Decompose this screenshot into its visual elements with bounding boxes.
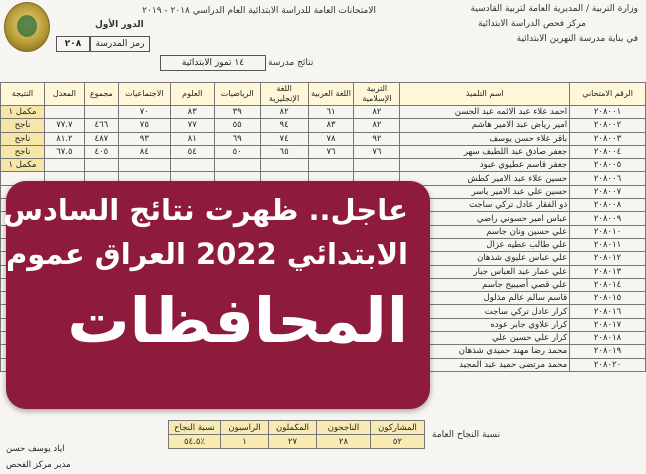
cell-student-name: قاسم سالم عالم مذلول [400,292,570,305]
banner-line-1: عاجل.. ظهرت نتائج السادس [3,193,408,227]
round-label: الدور الأول [95,20,144,30]
banner-line-3: المحافظات [67,284,408,357]
summary-supplementary: ٢٧ [269,435,317,449]
cell-student-name: جعفر صادق عبد اللطيف سهر [400,145,570,158]
cell-student-name: امير رياض عبد الامير هاشم [400,119,570,132]
cell-student-name: ذو الفقار عادل تركي ساجت [400,199,570,212]
table-row [1,106,646,119]
cell-total: ٤٨٧ [84,132,118,145]
cell-average: ٨١.٢ [44,132,84,145]
cell-english: ٧٤ [260,132,308,145]
banner-line-2: الابتدائي 2022 العراق عموم [6,237,408,271]
cell-student-name: علي عمار عبد العباس جبار [400,265,570,278]
cell-islamic [354,159,400,172]
cell-total: ٤٠٥ [84,145,118,158]
cell-student-name: محمد مرتضى حميد عبد المجيد [400,358,570,371]
cell-average [44,106,84,119]
cell-exam-number: ٢٠٨٠١٥ [570,292,646,305]
col-header-average: المعدل [44,83,84,106]
cell-exam-number: ٢٠٨٠١٢ [570,252,646,265]
cell-exam-number: ٢٠٨٠١١ [570,238,646,251]
col-header-islamic: التربية الإسلامية [354,83,400,106]
cell-exam-number: ٢٠٨٠٠٤ [570,145,646,158]
cell-islamic: ٨٢ [354,106,400,119]
col-header-student-name: اسم التلميذ [400,83,570,106]
cell-student-name: احمد علاء عبد الائمه عبد الحسن [400,106,570,119]
cell-average [44,159,84,172]
signature-name: اياد يوسف حسن [6,444,65,454]
cell-student-name: جعفر قاسم عطيوي عبود [400,159,570,172]
cell-exam-number: ٢٠٨٠٠٣ [570,132,646,145]
summary-passed: ٢٨ [317,435,371,449]
cell-exam-number: ٢٠٨٠٢٠ [570,358,646,371]
cell-student-name: علي عباس عليوي شذهان [400,252,570,265]
cell-islamic: ٧٦ [354,145,400,158]
cell-arabic: ٧٦ [308,145,354,158]
results-label: نتائج مدرسة [268,58,314,68]
school-code: ٢٠٨ [56,36,90,52]
cell-student-name: حسين علي عبد الامير ياسر [400,185,570,198]
cell-arabic [308,159,354,172]
ministry-line: وزارة التربية / المديرية العامة لتربية القادسية [470,4,638,14]
cell-exam-number: ٢٠٨٠٠٦ [570,172,646,185]
exam-title: الامتحانات العامة للدراسة الابتدائية العام الدراسي ٢٠١٨ - ٢٠١٩ [142,6,376,16]
cell-math: ٦٩ [214,132,260,145]
col-header-exam-number: الرقم الامتحاني [570,83,646,106]
cell-social [118,159,170,172]
cell-student-name: علي حسين ونان جاسم [400,225,570,238]
cell-math [214,159,260,172]
col-header-social: الاجتماعيات [118,83,170,106]
cell-exam-number: ٢٠٨٠١٠ [570,225,646,238]
cell-total [84,106,118,119]
cell-total [84,159,118,172]
cell-student-name: كرار علاوي جابر عوده [400,318,570,331]
cell-social: ٧٥ [118,119,170,132]
cell-science: ٧٧ [170,119,214,132]
cell-social: ٨٤ [118,145,170,158]
summary-value-row [169,435,425,449]
cell-student-name: كرار عادل تركي ساجت [400,305,570,318]
school-code-label: رمز المدرسة [90,36,150,52]
cell-exam-number: ٢٠٨٠٠٥ [570,159,646,172]
cell-student-name: محمد رضا مهند حميدي شذهان [400,345,570,358]
cell-result: ناجح [1,145,45,158]
cell-student-name: كرار علي حسين علي [400,332,570,345]
cell-student-name: عباس امير حسوني راضي [400,212,570,225]
summary-header-participants: المشاركون [371,421,425,435]
cell-math: ٥٠ [214,145,260,158]
cell-exam-number: ٢٠٨٠١٣ [570,265,646,278]
cell-science [170,159,214,172]
school-line: في بناية مدرسة النهرين الابتدائية [516,34,638,44]
cell-result: ناجح [1,119,45,132]
school-name: ١٤ تموز الابتدائية [160,55,266,71]
col-header-math: الرياضيات [214,83,260,106]
cell-exam-number: ٢٠٨٠١٧ [570,318,646,331]
cell-student-name: حسين علاء عبد الامير كطش [400,172,570,185]
cell-arabic: ٧٨ [308,132,354,145]
table-row [1,132,646,145]
cell-english: ٨٢ [260,106,308,119]
cell-science: ٨١ [170,132,214,145]
signature-title: مدير مركز الفحص [6,460,71,470]
cell-arabic: ٦١ [308,106,354,119]
cell-exam-number: ٢٠٨٠١٨ [570,332,646,345]
cell-science: ٨٣ [170,106,214,119]
table-row [1,145,646,158]
news-banner [3,181,430,409]
col-header-science: العلوم [170,83,214,106]
cell-average: ٦٧.٥ [44,145,84,158]
cell-student-name: علي قصي أصيبيح جاسم [400,278,570,291]
cell-exam-number: ٢٠٨٠٠١ [570,106,646,119]
table-row [1,119,646,132]
cell-science: ٥٤ [170,145,214,158]
cell-exam-number: ٢٠٨٠٠٢ [570,119,646,132]
cell-english [260,159,308,172]
cell-exam-number: ٢٠٨٠١٩ [570,345,646,358]
cell-exam-number: ٢٠٨٠٠٨ [570,199,646,212]
summary-failed: ١ [221,435,269,449]
table-row [1,159,646,172]
cell-social: ٧٠ [118,106,170,119]
summary-header-pass-rate: نسبة النجاح [169,421,221,435]
col-header-total: مجموع [84,83,118,106]
summary-pass-rate: ٥٤.٥٪ [169,435,221,449]
cell-english: ٦٥ [260,145,308,158]
cell-exam-number: ٢٠٨٠٠٩ [570,212,646,225]
summary-header-row [169,421,425,435]
cell-math: ٣٩ [214,106,260,119]
col-header-english: اللغة الإنجليزية [260,83,308,106]
cell-islamic: ٨٢ [354,119,400,132]
cell-average: ٧٧.٧ [44,119,84,132]
cell-arabic: ٨٣ [308,119,354,132]
center-line: مركز فحص الدراسة الابتدائية [477,19,586,29]
summary-label: نسبة النجاح العامة [432,430,501,440]
cell-result: ناجح [1,132,45,145]
cell-student-name: علي طالب عطيه عزال [400,238,570,251]
summary-header-failed: الراسبون [221,421,269,435]
ministry-logo [4,2,50,52]
cell-exam-number: ٢٠٨٠١٤ [570,278,646,291]
cell-result: مكمل ١ [1,106,45,119]
cell-result: مكمل ١ [1,159,45,172]
col-header-result: النتيجة [1,83,45,106]
table-header-row [1,83,646,106]
cell-islamic: ٩٢ [354,132,400,145]
cell-total: ٤٦٦ [84,119,118,132]
cell-social: ٩٣ [118,132,170,145]
cell-english: ٩٤ [260,119,308,132]
cell-math: ٥٥ [214,119,260,132]
col-header-arabic: اللغة العربية [308,83,354,106]
summary-header-passed: الناجحون [317,421,371,435]
summary-table [168,420,425,449]
cell-student-name: باقر علاء حسن يوسف [400,132,570,145]
summary-participants: ٥٢ [371,435,425,449]
cell-exam-number: ٢٠٨٠٠٧ [570,185,646,198]
summary-header-supplementary: المكملون [269,421,317,435]
cell-exam-number: ٢٠٨٠١٦ [570,305,646,318]
